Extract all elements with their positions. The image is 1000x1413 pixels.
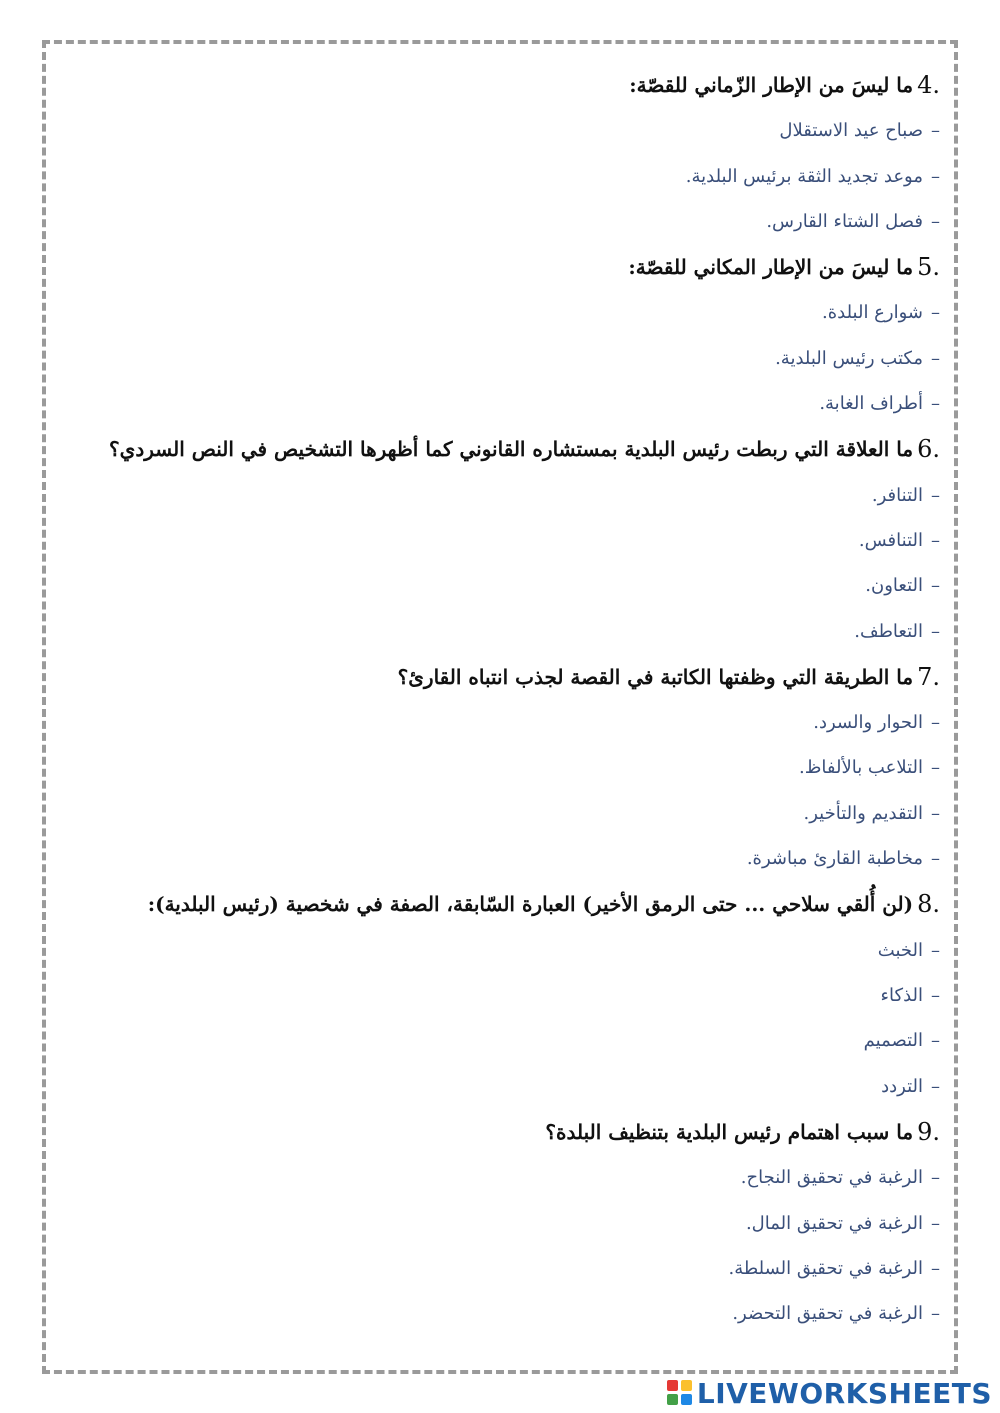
option-dash: – [931,1212,940,1234]
question-9 [80,1109,940,1337]
answer-option[interactable] [80,745,940,790]
question-heading [80,654,940,700]
question-text: ما الطريقة التي وظفتها الكاتبة في القصة لجذب انتباه القارئ؟ [397,664,914,689]
question-heading [80,426,940,472]
answer-option[interactable] [80,108,940,153]
answer-option[interactable] [80,609,940,654]
answer-option[interactable] [80,927,940,972]
worksheet-content [80,62,940,1337]
option-dash: – [931,1167,940,1189]
answer-option[interactable] [80,472,940,517]
option-text: مخاطبة القارئ مباشرة. [746,848,923,870]
answer-option[interactable] [80,153,940,198]
option-text: صباح عيد الاستقلال [779,120,923,142]
answer-option[interactable] [80,1018,940,1063]
answer-option[interactable] [80,1064,940,1109]
question-heading [80,62,940,108]
option-text: الذكاء [880,985,923,1007]
answer-option[interactable] [80,381,940,426]
option-text: الرغبة في تحقيق التحضر. [732,1303,923,1325]
question-text: ما ليسَ من الإطار الزّماني للقصّة: [629,73,914,97]
option-text: التنافر. [871,484,923,506]
option-dash: – [931,120,940,142]
option-dash: – [931,165,940,187]
option-dash: – [931,210,940,232]
question-text: ما العلاقة التي ربطت رئيس البلدية بمستشاره القانوني كما أظهرها التشخيص في النص السردي؟ [109,437,914,462]
option-text: شوارع البلدة. [821,302,923,324]
question-text: ما سبب اهتمام رئيس البلدية بتنظيف البلدة؟ [545,1120,914,1145]
question-text: (لن أُلقي سلاحي ... حتى الرمق الأخير) العبارة السّابقة، الصفة في شخصية (رئيس البلدية): [147,892,914,917]
answer-option[interactable] [80,1246,940,1291]
option-dash: – [931,484,940,506]
option-text: فصل الشتاء القارس. [766,210,923,232]
option-dash: – [931,848,940,870]
question-6 [80,426,940,654]
option-dash: – [931,757,940,779]
option-dash: – [931,1258,940,1279]
answer-option[interactable] [80,1200,940,1245]
option-text: مكتب رئيس البلدية. [775,347,923,369]
option-text: التعاون. [865,575,923,597]
option-dash: – [931,1030,940,1052]
answer-option[interactable] [80,791,940,836]
answer-option[interactable] [80,1291,940,1336]
question-heading [80,244,940,290]
logo-text: LIVEWORKSHEETS [696,1376,992,1410]
option-text: التصميم [863,1030,923,1052]
option-text: موعد تجديد الثقة برئيس البلدية. [685,165,923,187]
question-5 [80,244,940,426]
question-4 [80,62,940,244]
answer-option[interactable] [80,336,940,381]
question-number: 4. [917,71,940,99]
option-dash: – [931,802,940,824]
option-text: الرغبة في تحقيق السلطة. [728,1258,923,1279]
question-7 [80,654,940,882]
answer-option[interactable] [80,1155,940,1200]
option-text: التلاعب بالألفاظ. [799,757,923,779]
question-number: 8. [917,890,940,919]
option-text: الخبث [877,939,923,961]
answer-option[interactable] [80,290,940,335]
answer-option[interactable] [80,563,940,608]
option-dash: – [931,1303,940,1325]
option-text: الحوار والسرد. [813,712,923,734]
question-number: 6. [917,435,940,464]
answer-option[interactable] [80,700,940,745]
option-dash: – [931,302,940,324]
liveworksheets-logo-icon [667,1380,693,1406]
question-number: 5. [917,253,940,282]
question-text: ما ليسَ من الإطار المكاني للقصّة: [628,255,914,280]
question-number: 7. [917,662,940,691]
answer-option[interactable] [80,836,940,881]
answer-option[interactable] [80,518,940,563]
option-dash: – [931,985,940,1007]
liveworksheets-logo[interactable] [667,1375,992,1411]
option-dash: – [931,939,940,961]
option-dash: – [931,575,940,597]
option-text: التنافس. [858,529,923,551]
option-dash: – [931,347,940,369]
question-heading [80,1109,940,1155]
option-dash: – [931,620,940,642]
option-dash: – [931,1075,940,1097]
option-text: التقديم والتأخير. [803,802,923,824]
option-text: التعاطف. [854,620,923,642]
question-8 [80,881,940,1109]
answer-option[interactable] [80,973,940,1018]
option-dash: – [931,393,940,415]
option-text: الرغبة في تحقيق النجاح. [740,1167,923,1189]
question-number: 9. [917,1118,940,1147]
option-text: الرغبة في تحقيق المال. [745,1212,923,1234]
option-dash: – [931,712,940,734]
option-text: أطراف الغابة. [819,393,923,415]
answer-option[interactable] [80,199,940,244]
question-heading [80,881,940,927]
option-dash: – [931,529,940,551]
option-text: التردد [881,1075,923,1097]
